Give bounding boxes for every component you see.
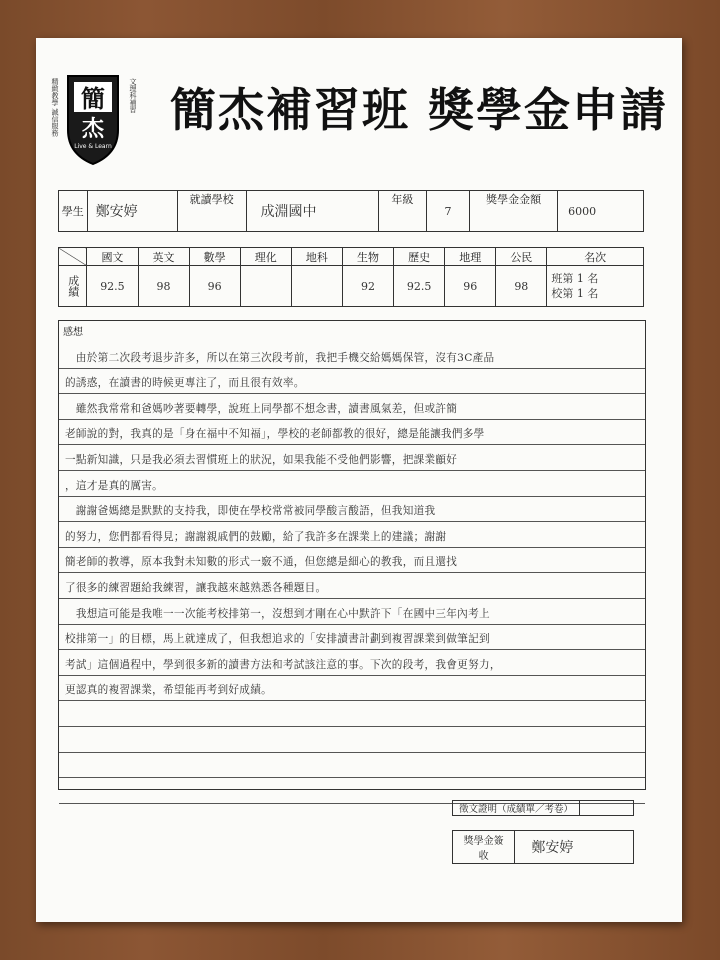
essay-line: [59, 573, 645, 599]
essay-line: [59, 676, 645, 702]
essay-line-text: 了很多的練習題給我練習，讓我越來越熟悉各種題目。: [65, 581, 327, 594]
score-cell: 98: [138, 266, 189, 307]
essay-line-text: 的努力，您們都看得見；謝謝親戚們的鼓勵，給了我許多在課業上的建議；謝謝: [65, 530, 447, 543]
subject-header: 數學: [189, 248, 240, 266]
essay-line-text: ，這才是真的厲害。: [65, 479, 164, 492]
essay-line: [59, 445, 645, 471]
grades-corner: [59, 248, 87, 266]
logo-char-bottom: 杰: [81, 117, 105, 142]
essay-line-text: 我想這可能是我唯一一次能考校排第一，沒想到才剛在心中默許下「在國中三年內考上: [65, 607, 490, 620]
essay-line: [59, 369, 645, 395]
subject-header: 英文: [138, 248, 189, 266]
school-logo: [62, 68, 124, 168]
essay-line-text: 校排第一」的目標，馬上就達成了，但我想追求的「安排讀書計劃到複習課業到做筆記到: [65, 633, 490, 646]
essay-line: [59, 420, 645, 446]
student-name: 鄭安婷: [87, 191, 177, 232]
subject-header: 歷史: [394, 248, 445, 266]
essay-lines: [59, 343, 645, 804]
amount-value: 6000: [558, 191, 644, 232]
school-label: 就讀學校: [177, 191, 246, 232]
essay-label: 感想: [63, 327, 83, 338]
essay-line-text: 簡老師的教導，原本我對未知數的形式一竅不通，但您總是細心的教我，而且還找: [65, 556, 458, 569]
score-cell: 92: [342, 266, 393, 307]
grade-label: 年級: [379, 191, 427, 232]
school-value: 成淵國中: [246, 191, 378, 232]
essay-line: [59, 625, 645, 651]
essay-line-text: 考試」這個過程中，學到很多新的讀書方法和考試該注意的事。下次的段考，我會更努力，: [65, 658, 501, 671]
essay-line: [59, 522, 645, 548]
student-info-table: [58, 190, 644, 232]
rank-cell: [547, 266, 644, 307]
essay-line: [59, 650, 645, 676]
logo-side-right: 文理科補習: [129, 78, 137, 113]
essay-line: [59, 753, 645, 779]
essay-line: [59, 497, 645, 523]
essay-line-text: 的誘惑，在讀書的時候更專注了，而且很有效率。: [65, 377, 305, 390]
logo-tagline: Live & Learn: [74, 143, 112, 150]
score-cell: [240, 266, 291, 307]
essay-line: [59, 394, 645, 420]
subject-header: 生物: [342, 248, 393, 266]
subject-header: 地科: [291, 248, 342, 266]
essay-line: [59, 599, 645, 625]
logo-char-top: 簡: [81, 85, 105, 113]
score-cell: 96: [189, 266, 240, 307]
receipt-signature: 鄭安婷: [515, 831, 634, 864]
score-cell: 92.5: [394, 266, 445, 307]
score-cell: [291, 266, 342, 307]
essay-line: [59, 548, 645, 574]
essay-line: [59, 701, 645, 727]
essay-line: [59, 727, 645, 753]
proof-value: [579, 801, 633, 816]
subject-header: 理化: [240, 248, 291, 266]
rank-school: 校第 1 名: [551, 287, 599, 301]
page-title: 簡杰補習班 獎學金申請: [170, 83, 669, 137]
score-cell: 92.5: [87, 266, 138, 307]
receipt-label: 獎學金簽收: [453, 831, 515, 864]
rank-class: 班第 1 名: [551, 272, 599, 286]
essay-line: [59, 471, 645, 497]
score-cell: 96: [445, 266, 496, 307]
logo-side-left: 精緻教學 誠信服務: [51, 78, 59, 137]
subject-header: 地理: [445, 248, 496, 266]
grades-row-label: 成績: [59, 266, 87, 307]
proof-label: 徵文證明（成績單／考卷）: [453, 801, 580, 816]
essay-line-text: 老師說的對，我真的是「身在福中不知福」，學校的老師都教的很好，總是能讓我們多學: [65, 428, 485, 441]
essay-line-text: 更認真的複習課業，希望能再考到好成績。: [65, 684, 272, 697]
essay-line-text: 一點新知識，只是我必須去習慣班上的狀況，如果我能不受他們影響，把課業顧好: [65, 453, 458, 466]
essay-line-text: 由於第二次段考退步許多，所以在第三次段考前，我把手機交給媽媽保管，沒有3C產品: [65, 351, 495, 364]
essay-line: [59, 343, 645, 369]
rank-header: 名次: [547, 248, 644, 266]
receipt-table: [452, 830, 634, 864]
score-cell: 98: [496, 266, 547, 307]
subject-header: 國文: [87, 248, 138, 266]
amount-label: 獎學金金額: [470, 191, 558, 232]
proof-table: [452, 800, 634, 816]
application-form: [36, 38, 682, 922]
grades-table: [58, 247, 644, 307]
student-label: 學生: [59, 191, 88, 232]
essay-line-text: 謝謝爸媽總是默默的支持我，即使在學校常常被同學酸言酸語，但我知道我: [65, 505, 436, 518]
essay-section: [58, 320, 646, 790]
subject-header: 公民: [496, 248, 547, 266]
grade-value: 7: [426, 191, 469, 232]
essay-line-text: 雖然我常常和爸媽吵著要轉學，說班上同學都不想念書，讀書風氣差，但或許簡: [65, 402, 458, 415]
